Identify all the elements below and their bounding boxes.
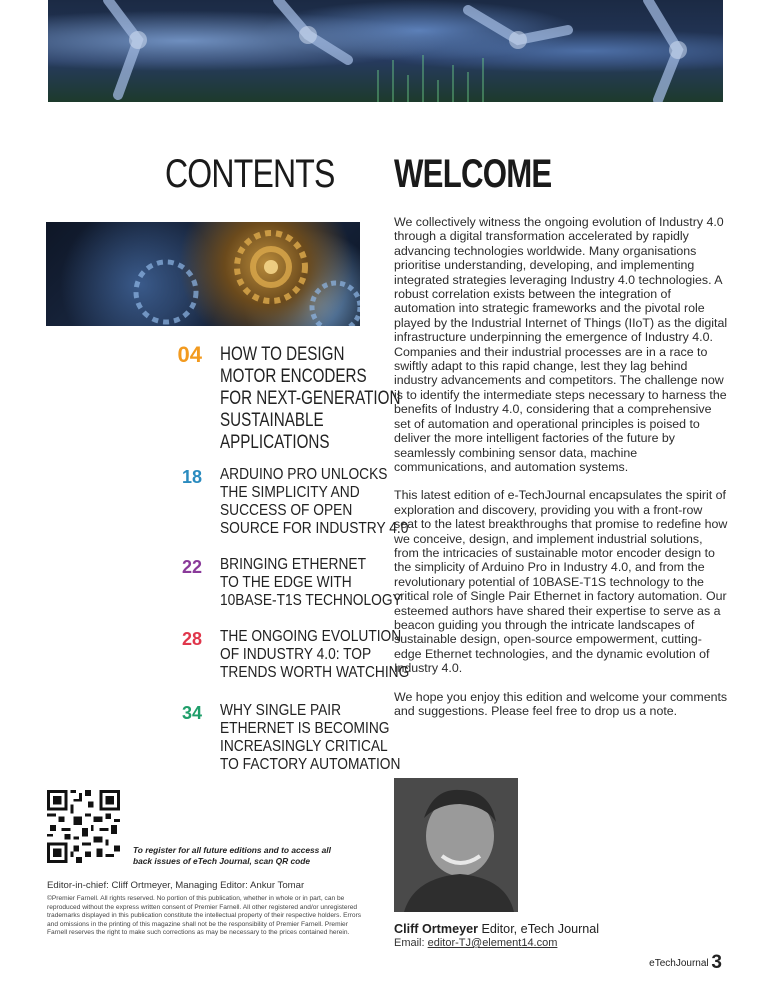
qr-caption: To register for all future editions and to access all back issues of eTech Journal, scan QR code xyxy=(133,845,331,866)
robot-arms-illustration xyxy=(48,0,723,102)
gears-image xyxy=(46,222,360,326)
welcome-heading: WELCOME xyxy=(394,152,552,196)
email-label: Email: xyxy=(394,937,428,949)
article-title: HOW TO DESIGN MOTOR ENCODERS FOR NEXT-GENERATION SUSTAINABLE APPLICATIONS xyxy=(220,344,401,453)
folio-page-number: 3 xyxy=(711,952,722,973)
article-title: BRINGING ETHERNET TO THE EDGE WITH 10BASE-T1S TECHNOLOGY xyxy=(220,556,402,609)
email-link[interactable]: editor-TJ@element14.com xyxy=(427,937,558,949)
article-title: ARDUINO PRO UNLOCKS THE SIMPLICITY AND SUCCESS OF OPEN SOURCE FOR INDUSTRY 4.0 xyxy=(220,466,409,537)
page-number: 22 xyxy=(181,557,202,577)
welcome-paragraph: We collectively witness the ongoing evolution of Industry 4.0 through a digital transformation accelerated by rapidly advancing technologies worldwide. Many organisations prioritise understanding, developing, and implementing integrated strategies leveraging Industry 4.0 technologies. A robust correlation exists between the integration of automation into strategic frameworks and the pivotal role played by the Industrial Internet of Things (IIoT) as the digital infrastructure underpinning the emergence of Industry 4.0. Companies and their industrial processes are in a race to swiftly adapt to this rapid change, lest they lag behind industry advancements and competitors. The challenge now is to identify the intermediate steps necessary to harness the benefits of Industry 4.0, considering that a comprehensive set of automation and operational principles is poised to deliver the more intelligent factories of the future by seamlessly combining sensor data, machine communications, and automation systems. xyxy=(394,215,728,474)
welcome-paragraph: This latest edition of e-TechJournal encapsulates the spirit of exploration and discovery, providing you with a front-row seat to the latest breakthroughs that promise to redefine how we conceive, design, and implement industrial solutions, from the intricacies of sustainable motor encoder design to the simplicity of Arduino Pro in Industry 4.0, and from the revolutionary potential of 10BASE-T1S technology to the critical role of Single Pair Ethernet in factory automation. Our esteemed authors have shared their expertise to serve as a beacon guiding you through the intricate landscapes of sustainable design, open-source empowerment, cutting-edge Ethernet technologies, and the dynamic evolution of Industry 4.0. xyxy=(394,488,728,676)
welcome-paragraph: We hope you enjoy this edition and welcome your comments and suggestions. Please feel free to drop us a note. xyxy=(394,689,728,718)
qr-code[interactable] xyxy=(47,790,120,863)
welcome-body xyxy=(394,215,728,732)
legal-notice: ©Premier Farnell. All rights reserved. No portion of this publication, whether in whole or in part, can be reproduced without the express written consent of Premier Farnell. All other registered and/or unregistered trademarks displayed in this publication constitute the intellectual property of their respective holders. Errors and omissions in the printing of this magazine shall not be the responsibility of Premier Farnell. Premier Farnell reserves the right to make such corrections as may be necessary to the prices contained herein. xyxy=(47,895,362,937)
article-title: WHY SINGLE PAIR ETHERNET IS BECOMING INCREASINGLY CRITICAL TO FACTORY AUTOMATION xyxy=(220,702,401,773)
page-footer xyxy=(649,952,722,974)
editor-signature xyxy=(394,922,599,936)
editor-role: Editor, eTech Journal xyxy=(477,922,600,936)
page-number: 34 xyxy=(181,703,202,723)
portrait-photo xyxy=(394,778,518,912)
article-title: THE ONGOING EVOLUTION OF INDUSTRY 4.0: TOP TRENDS WORTH WATCHING xyxy=(220,628,410,681)
hero-banner-image xyxy=(48,0,723,102)
editor-portrait xyxy=(394,778,518,912)
page-number: 28 xyxy=(181,629,202,649)
gears-illustration xyxy=(46,222,360,326)
page-number: 18 xyxy=(181,467,202,487)
page-number: 04 xyxy=(177,342,202,367)
contents-heading: CONTENTS xyxy=(165,152,335,196)
qr-code-icon xyxy=(47,790,120,863)
editor-email-line xyxy=(394,937,557,949)
editor-name: Cliff Ortmeyer xyxy=(394,922,478,936)
editors-credit: Editor-in-chief: Cliff Ortmeyer, Managing Editor: Ankur Tomar xyxy=(47,880,305,891)
journal-name: eTechJournal xyxy=(649,958,709,969)
